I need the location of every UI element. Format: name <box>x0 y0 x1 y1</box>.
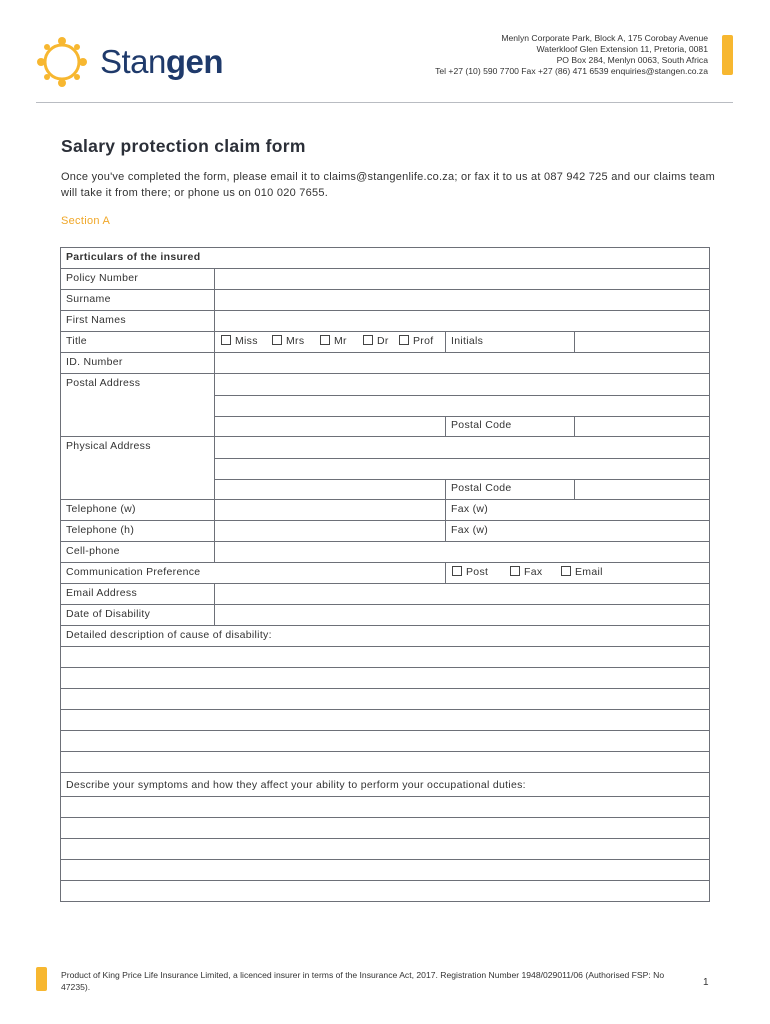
telephone-w-row <box>61 500 709 521</box>
id-number-label: ID. Number <box>66 356 123 368</box>
form-heading-row <box>61 248 709 269</box>
email-address-row <box>61 584 709 605</box>
communication-preference-row <box>61 563 709 584</box>
address-line: Waterkloof Glen Extension 11, Pretoria, 0081 <box>536 44 708 54</box>
title-row <box>61 332 709 353</box>
cause-line[interactable] <box>61 710 709 731</box>
policy-number-field[interactable] <box>215 269 709 289</box>
cause-description-row <box>61 626 709 647</box>
stangen-logo <box>36 34 236 90</box>
title-option-mrs[interactable]: Mrs <box>272 335 304 347</box>
id-number-field[interactable] <box>215 353 709 373</box>
physical-postal-code-label: Postal Code <box>451 482 512 494</box>
checkbox-icon[interactable] <box>320 335 330 345</box>
title-label: Title <box>66 335 87 347</box>
header-accent-tab <box>722 35 733 75</box>
checkbox-icon[interactable] <box>363 335 373 345</box>
symptoms-line[interactable] <box>61 881 709 901</box>
first-names-row <box>61 311 709 332</box>
surname-label: Surname <box>66 293 111 305</box>
fax-w-label: Fax (w) <box>451 503 489 515</box>
initials-field[interactable] <box>575 332 709 352</box>
telephone-w-label: Telephone (w) <box>66 503 136 515</box>
section-label: Section A <box>61 215 111 227</box>
title-option-mr[interactable]: Mr <box>320 335 347 347</box>
cellphone-row <box>61 542 709 563</box>
checkbox-icon[interactable] <box>561 566 571 576</box>
symptoms-line[interactable] <box>61 860 709 881</box>
checkbox-icon[interactable] <box>272 335 282 345</box>
cellphone-label: Cell-phone <box>66 545 120 557</box>
footer-accent-tab <box>36 967 47 991</box>
form-heading: Particulars of the insured <box>66 251 201 263</box>
title-option-dr[interactable]: Dr <box>363 335 389 347</box>
first-names-field[interactable] <box>215 311 709 331</box>
page-number: 1 <box>703 977 709 988</box>
postal-address-label: Postal Address <box>66 377 141 389</box>
page-title: Salary protection claim form <box>61 136 306 156</box>
cause-line[interactable] <box>61 689 709 710</box>
page-header <box>0 0 770 104</box>
symptoms-line[interactable] <box>61 839 709 860</box>
address-line: Menlyn Corporate Park, Block A, 175 Corobay Avenue <box>501 33 708 43</box>
company-address <box>435 33 708 77</box>
address-line: PO Box 284, Menlyn 0063, South Africa <box>556 55 708 65</box>
comm-option-fax[interactable]: Fax <box>510 566 542 578</box>
logo-wordmark: Stangen <box>100 43 224 80</box>
policy-number-row <box>61 269 709 290</box>
cause-line[interactable] <box>61 752 709 773</box>
symptoms-description-row <box>61 773 709 797</box>
initials-label: Initials <box>451 335 484 347</box>
address-line: Tel +27 (10) 590 7700 Fax +27 (86) 471 6539 enquiries@stangen.co.za <box>435 66 708 76</box>
cause-line[interactable] <box>61 647 709 668</box>
cause-line[interactable] <box>61 668 709 689</box>
physical-address-label: Physical Address <box>66 440 151 452</box>
telephone-h-label: Telephone (h) <box>66 524 135 536</box>
surname-field[interactable] <box>215 290 709 310</box>
id-number-row <box>61 353 709 374</box>
title-option-miss[interactable]: Miss <box>221 335 258 347</box>
checkbox-icon[interactable] <box>221 335 231 345</box>
date-of-disability-row <box>61 605 709 626</box>
date-of-disability-label: Date of Disability <box>66 608 151 620</box>
footer-disclaimer: Product of King Price Life Insurance Limited, a licenced insurer in terms of the Insurance Act, 2017. Registration Number 1948/029011/06 (Authorised FSP: No 47235). <box>61 970 665 992</box>
header-divider <box>36 102 733 103</box>
postal-address-row <box>61 374 709 437</box>
sun-ring-icon <box>36 36 88 88</box>
surname-row <box>61 290 709 311</box>
telephone-h-row <box>61 521 709 542</box>
symptoms-description-label: Describe your symptoms and how they affect your ability to perform your occupational duties: <box>66 779 526 791</box>
comm-option-post[interactable]: Post <box>452 566 488 578</box>
intro-text: Once you've completed the form, please email it to claims@stangenlife.co.za; or fax it to us at 087 942 725 and our claims team will take it from there; or phone us on 010 020 7655. <box>61 171 716 199</box>
comm-option-email[interactable]: Email <box>561 566 603 578</box>
communication-preference-label: Communication Preference <box>66 566 201 578</box>
postal-code-label: Postal Code <box>451 419 512 431</box>
policy-number-label: Policy Number <box>66 272 139 284</box>
checkbox-icon[interactable] <box>510 566 520 576</box>
cause-description-label: Detailed description of cause of disability: <box>66 629 272 641</box>
claim-form-table <box>60 247 710 902</box>
title-option-prof[interactable]: Prof <box>399 335 433 347</box>
email-address-label: Email Address <box>66 587 138 599</box>
cause-line[interactable] <box>61 731 709 752</box>
fax-w-label-2: Fax (w) <box>451 524 489 536</box>
symptoms-line[interactable] <box>61 797 709 818</box>
checkbox-icon[interactable] <box>399 335 409 345</box>
symptoms-line[interactable] <box>61 818 709 839</box>
checkbox-icon[interactable] <box>452 566 462 576</box>
physical-address-row <box>61 437 709 500</box>
first-names-label: First Names <box>66 314 126 326</box>
